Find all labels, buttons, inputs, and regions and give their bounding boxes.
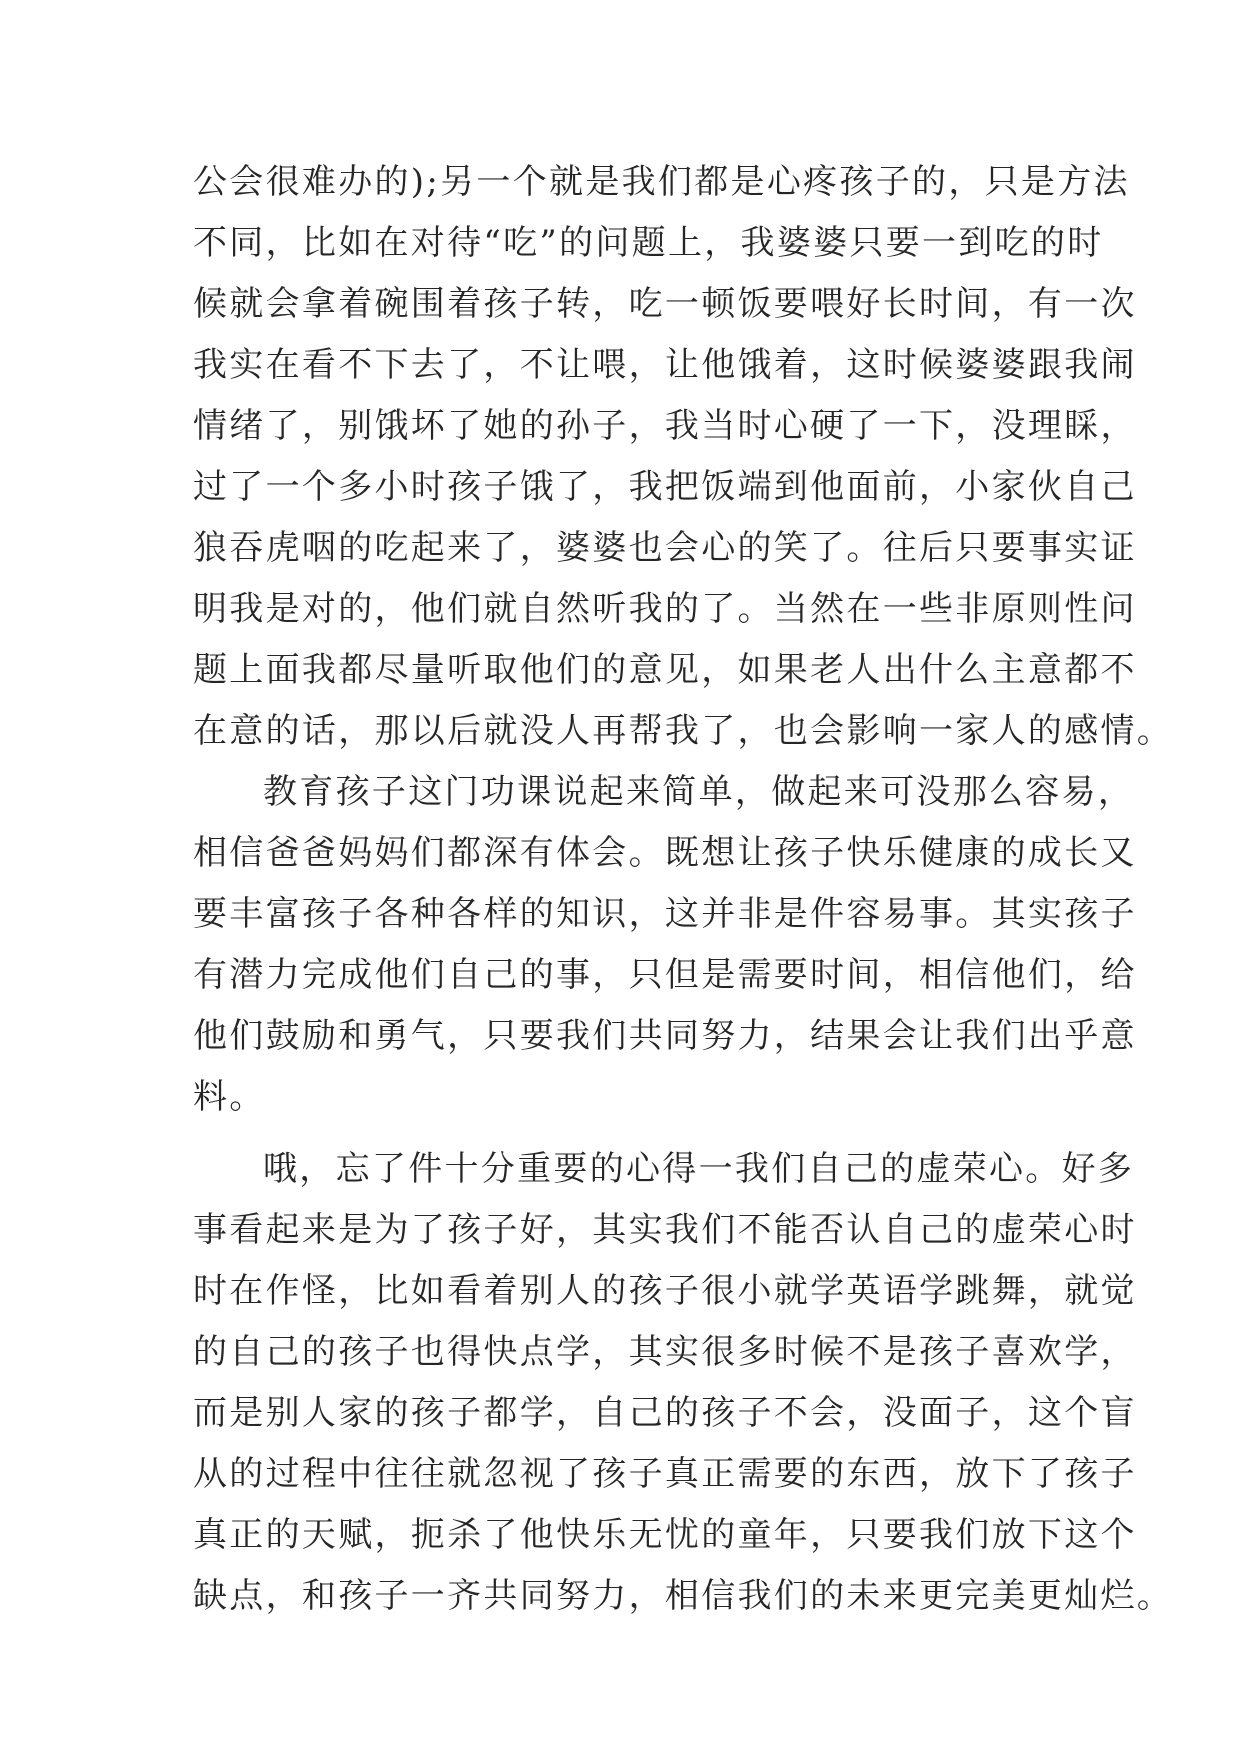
text-line: 他们鼓励和勇气，只要我们共同努力，结果会让我们出乎意 <box>193 1016 1137 1056</box>
text-line: 缺点，和孩子一齐共同努力，相信我们的未来更完美更灿烂。 <box>193 1576 1174 1616</box>
text-line: 时在作怪，比如看着别人的孩子很小就学英语学跳舞，就觉 <box>193 1271 1137 1311</box>
text-line: 真正的天赋，扼杀了他快乐无忧的童年，只要我们放下这个 <box>193 1515 1137 1555</box>
text-line: 题上面我都尽量听取他们的意见，如果老人出什么主意都不 <box>193 650 1137 690</box>
text-line: 在意的话，那以后就没人再帮我了，也会影响一家人的感情。 <box>193 711 1174 751</box>
text-line: 情绪了，别饿坏了她的孙子，我当时心硬了一下，没理睬， <box>193 406 1137 446</box>
text-line: 哦，忘了件十分重要的心得一我们自己的虚荣心。好多 <box>263 1149 1135 1189</box>
text-line: 不同，比如在对待“吃”的问题上，我婆婆只要一到吃的时 <box>193 223 1104 263</box>
text-line: 从的过程中往往就忽视了孩子真正需要的东西，放下了孩子 <box>193 1454 1137 1494</box>
text-line: 而是别人家的孩子都学，自己的孩子不会，没面子，这个盲 <box>193 1393 1137 1433</box>
paragraph-2 <box>193 762 1137 1128</box>
paragraph-3 <box>193 1139 1174 1627</box>
text-line: 要丰富孩子各种各样的知识，这并非是件容易事。其实孩子 <box>193 894 1137 934</box>
text-line: 事看起来是为了孩子好，其实我们不能否认自己的虚荣心时 <box>193 1210 1137 1250</box>
text-line: 候就会拿着碗围着孩子转，吃一顿饭要喂好长时间，有一次 <box>193 284 1137 324</box>
paragraph-spacer <box>193 1128 1053 1139</box>
text-line: 料。 <box>193 1077 266 1117</box>
text-line: 狼吞虎咽的吃起来了，婆婆也会心的笑了。往后只要事实证 <box>193 528 1137 568</box>
text-line: 我实在看不下去了，不让喂，让他饿着，这时候婆婆跟我闹 <box>193 345 1137 385</box>
body-text <box>193 152 1174 1627</box>
text-line: 有潜力完成他们自己的事，只但是需要时间，相信他们，给 <box>193 955 1137 995</box>
text-line: 教育孩子这门功课说起来简单，做起来可没那么容易， <box>263 772 1135 812</box>
text-line: 相信爸爸妈妈们都深有体会。既想让孩子快乐健康的成长又 <box>193 833 1137 873</box>
paragraph-1 <box>193 152 1174 762</box>
text-line: 公会很难办的);另一个就是我们都是心疼孩子的，只是方法 <box>193 162 1130 202</box>
text-line: 的自己的孩子也得快点学，其实很多时候不是孩子喜欢学， <box>193 1332 1137 1372</box>
text-line: 过了一个多小时孩子饿了，我把饭端到他面前，小家伙自己 <box>193 467 1137 507</box>
text-line: 明我是对的，他们就自然听我的了。当然在一些非原则性问 <box>193 589 1137 629</box>
